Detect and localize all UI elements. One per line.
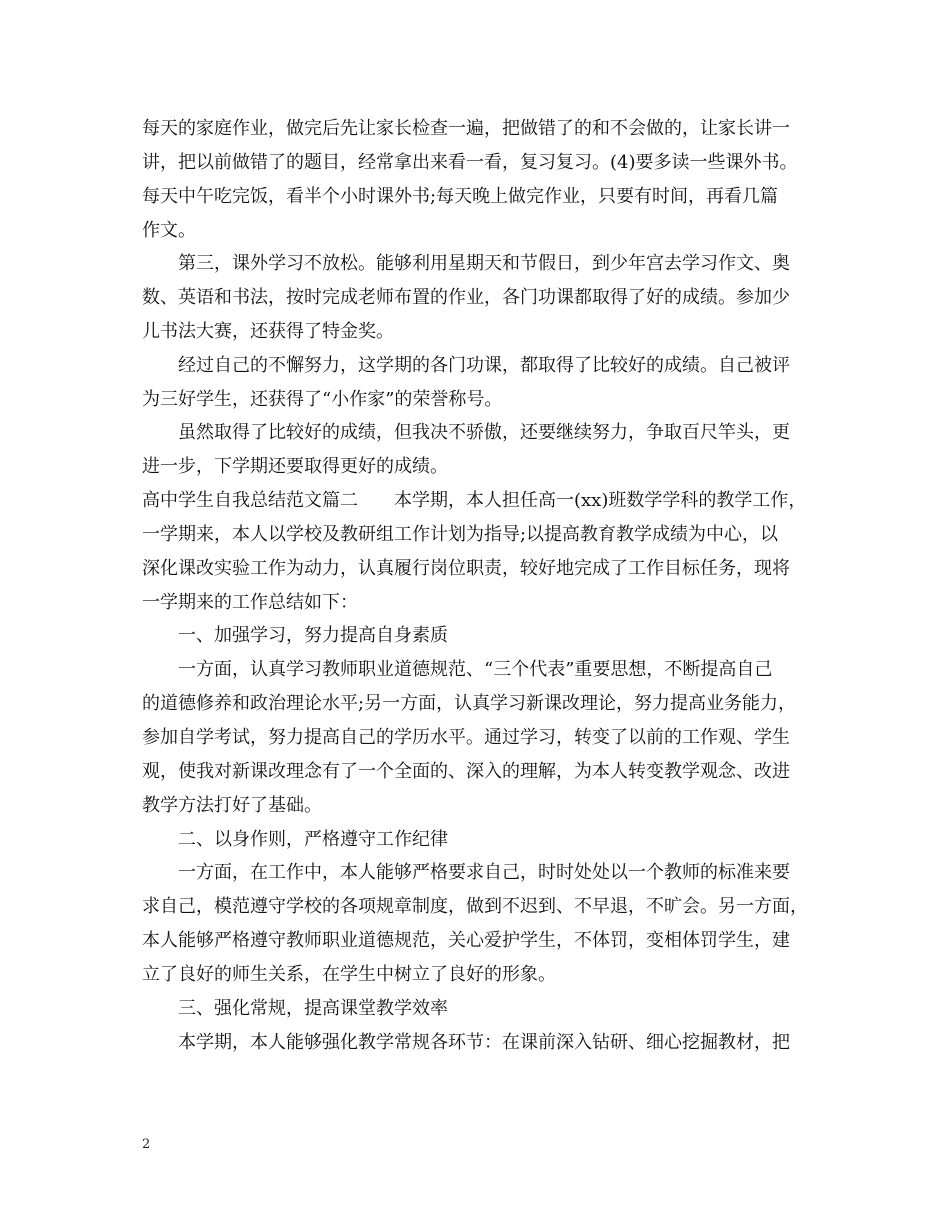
text-line: 讲，把以前做错了的题目，经常拿出来看一看，复习复习。(4)要多读一些课外书。 (142, 152, 798, 173)
text-line: 教学方法打好了基础。 (142, 795, 322, 816)
text-line: 一学期来的工作总结如下： (142, 592, 358, 613)
text-line: 高中学生自我总结范文篇二 本学期，本人担任高一(xx)班数学学科的教学工作， (142, 490, 807, 511)
text-line: 的道德修养和政治理论水平;另一方面，认真学习新课改理论，努力提高业务能力， (142, 693, 797, 714)
section-heading: 三、强化常规，提高课堂教学效率 (178, 998, 448, 1019)
text-line: 经过自己的不懈努力，这学期的各门功课，都取得了比较好的成绩。自己被评 (178, 355, 790, 376)
text-line: 每天的家庭作业，做完后先让家长检查一遍，把做错了的和不会做的，让家长讲一 (142, 118, 790, 139)
text-line: 作文。 (142, 220, 196, 241)
text-line: 本学期，本人能够强化教学常规各环节：在课前深入钻研、细心挖掘教材，把 (178, 1032, 790, 1053)
text-line: 儿书法大赛，还获得了特金奖。 (142, 321, 394, 342)
text-line: 第三，课外学习不放松。能够利用星期天和节假日，到少年宫去学习作文、奥 (178, 253, 790, 274)
page-number: 2 (142, 1137, 151, 1152)
text-line: 一方面，在工作中，本人能够严格要求自己，时时处处以一个教师的标准来要 (178, 862, 790, 883)
text-line: 本人能够严格遵守教师职业道德规范，关心爱护学生，不体罚，变相体罚学生，建 (142, 930, 790, 951)
section-heading: 二、以身作则，严格遵守工作纪律 (178, 829, 448, 850)
text-line: 立了良好的师生关系，在学生中树立了良好的形象。 (142, 964, 556, 985)
text-line: 为三好学生，还获得了“小作家”的荣誉称号。 (142, 389, 503, 410)
text-line: 求自己，模范遵守学校的各项规章制度，做到不迟到、不早退，不旷会。另一方面， (142, 896, 808, 917)
text-line: 参加自学考试，努力提高自己的学历水平。通过学习，转变了以前的工作观、学生 (142, 727, 790, 748)
text-line: 每天中午吃完饭，看半个小时课外书;每天晚上做完作业，只要有时间，再看几篇 (142, 186, 779, 207)
text-line: 一学期来，本人以学校及教研组工作计划为指导;以提高教育教学成绩为中心，以 (142, 524, 779, 545)
text-line: 数、英语和书法，按时完成老师布置的作业，各门功课都取得了好的成绩。参加少 (142, 287, 790, 308)
text-line: 一方面，认真学习教师职业道德规范、“三个代表”重要思想，不断提高自己 (178, 659, 773, 680)
text-line: 观，使我对新课改理念有了一个全面的、深入的理解，为本人转变教学观念、改进 (142, 761, 790, 782)
section-heading: 一、加强学习，努力提高自身素质 (178, 625, 448, 646)
text-line: 虽然取得了比较好的成绩，但我决不骄傲，还要继续努力，争取百尺竿头，更 (178, 422, 790, 443)
text-line: 进一步，下学期还要取得更好的成绩。 (142, 456, 448, 477)
text-line: 深化课改实验工作为动力，认真履行岗位职责，较好地完成了工作目标任务，现将 (142, 558, 790, 579)
